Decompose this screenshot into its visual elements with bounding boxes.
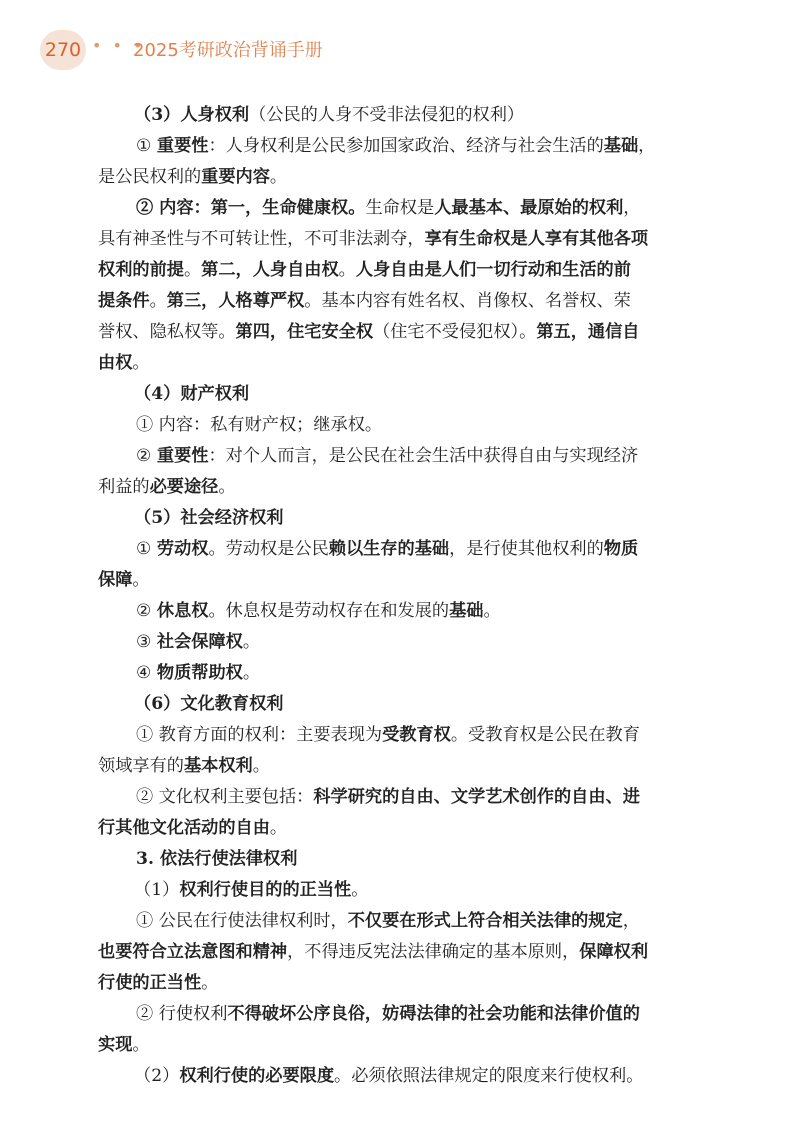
text-span: 。 — [149, 291, 167, 311]
text-line — [98, 906, 710, 937]
header-dots: • • • — [92, 36, 146, 55]
page-body — [98, 100, 710, 1092]
text-span: ：人身权利是公民参加国家政治、经济与社会生活的 — [208, 136, 604, 156]
bold-text: 实现 — [98, 1035, 133, 1055]
book-title: 2025考研政治背诵手册 — [133, 40, 323, 61]
text-line — [98, 689, 710, 720]
text-span: ， — [623, 198, 641, 218]
text-line — [98, 441, 710, 472]
text-line — [98, 193, 710, 224]
text-span: ③ — [136, 632, 157, 652]
text-line — [98, 968, 710, 999]
text-span: ① 教育方面的权利：主要表现为 — [136, 725, 383, 745]
text-span: ② — [136, 601, 157, 621]
text-span: 。 — [338, 260, 356, 280]
text-span: ， — [622, 911, 640, 931]
text-span: 利益的 — [98, 477, 150, 497]
bold-text: 重要性 — [156, 446, 209, 466]
text-line — [98, 286, 710, 317]
page-header — [0, 0, 800, 80]
text-line — [98, 937, 710, 968]
text-line — [98, 131, 710, 162]
text-span: 是公民权利的 — [98, 167, 202, 187]
text-line — [98, 596, 710, 627]
text-span: 。 — [132, 1035, 150, 1055]
bold-text: 必要途径 — [149, 477, 219, 497]
bold-text: 权利行使的必要限度 — [179, 1066, 335, 1086]
text-span: 。 — [269, 167, 288, 187]
bold-text: 受教育权 — [382, 725, 451, 745]
bold-text: 人最基本、最原始的权利 — [434, 198, 624, 218]
text-span: 。 — [242, 632, 261, 652]
bold-text: 行使的正当性 — [98, 973, 202, 993]
bold-text: 不得破坏公序良俗，妨碍法律的社会功能和法律价值的 — [227, 1004, 640, 1024]
text-span: 。 — [183, 260, 202, 280]
bold-text: 权利行使目的的正当性 — [179, 880, 352, 900]
text-line — [98, 813, 710, 844]
text-line — [98, 255, 710, 286]
text-span: 。 — [201, 973, 219, 993]
bold-text: 也要符合立法意图和精神 — [98, 942, 288, 962]
bold-text: 保障 — [98, 570, 133, 590]
text-span: （1） — [134, 880, 180, 900]
bold-text: 第二，人身自由权 — [201, 260, 339, 280]
text-line — [98, 658, 710, 689]
text-span: 。休息权是劳动权存在和发展的 — [208, 601, 450, 621]
text-span: 。必须依照法律规定的限度来行使权利。 — [334, 1066, 644, 1086]
text-span: 。 — [242, 663, 261, 683]
bold-text: （3）人身权利 — [134, 105, 250, 125]
text-span: 。 — [218, 477, 236, 497]
text-span: ， — [638, 136, 656, 156]
bold-text: 行其他文化活动的自由 — [98, 818, 270, 838]
text-line — [98, 317, 710, 348]
text-line — [98, 1061, 710, 1092]
bold-text: 3. 依法行使法律权利 — [136, 849, 298, 869]
bold-text: 基础 — [603, 136, 639, 156]
bold-text: 劳动权 — [156, 539, 209, 559]
text-span: ② — [136, 446, 157, 466]
bold-text: 提条件 — [98, 291, 150, 311]
text-span: （2） — [134, 1066, 180, 1086]
text-line — [98, 875, 710, 906]
text-line — [98, 627, 710, 658]
bold-text: 保障权利 — [579, 942, 649, 962]
text-span: ① 内容：私有财产权；继承权。 — [136, 415, 383, 435]
bold-text: 不仅要在形式上符合相关法律的规定 — [347, 911, 623, 931]
text-line — [98, 999, 710, 1030]
text-line — [98, 1030, 710, 1061]
text-span: ，是行使其他权利的 — [449, 539, 604, 559]
page-number-badge: 270 — [40, 30, 86, 70]
bold-text: 第三，人格尊严权 — [166, 291, 305, 311]
text-span: （住宅不受侵犯权）。 — [373, 322, 537, 342]
bold-text: 由权 — [98, 353, 133, 373]
text-line — [98, 379, 710, 410]
text-line — [98, 224, 710, 255]
text-span: ① — [136, 539, 157, 559]
bold-text: 科学研究的自由、文学艺术创作的自由、进 — [313, 787, 640, 807]
text-span: 。基本内容有姓名权、肖像权、名誉权、荣 — [304, 291, 631, 311]
bold-text: 社会保障权 — [156, 632, 243, 652]
text-span: 誉权、隐私权等。 — [98, 322, 236, 342]
text-span: 。 — [269, 818, 288, 838]
text-line — [98, 100, 710, 131]
text-line — [98, 162, 710, 193]
bold-text: 第五，通信自 — [536, 322, 640, 342]
text-span: ① — [136, 136, 157, 156]
text-line — [98, 782, 710, 813]
text-span: 。 — [351, 880, 369, 900]
bold-text: 物质 — [603, 539, 639, 559]
text-span: ④ — [136, 663, 157, 683]
bold-text: 第四，住宅安全权 — [235, 322, 374, 342]
bold-text: 权利的前提 — [98, 260, 184, 280]
bold-text: 重要内容 — [201, 167, 270, 187]
text-span: 。 — [132, 353, 150, 373]
text-line — [98, 534, 710, 565]
text-line — [98, 565, 710, 596]
text-span: 。 — [252, 756, 270, 776]
text-line — [98, 410, 710, 441]
bold-text: 重要性 — [156, 136, 209, 156]
bold-text: 休息权 — [156, 601, 209, 621]
text-line — [98, 503, 710, 534]
text-span: 领域享有的 — [98, 756, 184, 776]
bold-text: 人身自由是人们一切行动和生活的前 — [355, 260, 631, 280]
text-span: 。劳动权是公民 — [208, 539, 329, 559]
bold-text: 基础 — [449, 601, 484, 621]
text-span: ② 行使权利 — [136, 1004, 228, 1024]
bold-text: 赖以生存的基础 — [328, 539, 450, 559]
text-span: （公民的人身不受非法侵犯的权利） — [249, 105, 525, 125]
text-line — [98, 751, 710, 782]
text-span: 。 — [132, 570, 150, 590]
bold-text: （5）社会经济权利 — [134, 508, 284, 528]
text-span: ② 文化权利主要包括： — [136, 787, 314, 807]
bold-text: （6）文化教育权利 — [134, 694, 284, 714]
bold-text: 基本权利 — [183, 756, 253, 776]
text-line — [98, 472, 710, 503]
text-span: 生命权是 — [365, 198, 435, 218]
text-span: 。 — [483, 601, 501, 621]
bold-text: 享有生命权是人享有其他各项 — [424, 229, 649, 249]
text-span: ① 公民在行使法律权利时， — [136, 911, 348, 931]
text-line — [98, 720, 710, 751]
text-span: 具有神圣性与不可转让性，不可非法剥夺， — [98, 229, 425, 249]
text-span: ：对个人而言，是公民在社会生活中获得自由与实现经济 — [208, 446, 639, 466]
bold-text: ② 内容：第一，生命健康权。 — [136, 198, 366, 218]
bold-text: （4）财产权利 — [134, 384, 250, 404]
text-span: 。受教育权是公民在教育 — [450, 725, 640, 745]
text-line — [98, 844, 710, 875]
text-line — [98, 348, 710, 379]
text-span: ，不得违反宪法法律确定的基本原则， — [287, 942, 580, 962]
bold-text: 物质帮助权 — [156, 663, 243, 683]
